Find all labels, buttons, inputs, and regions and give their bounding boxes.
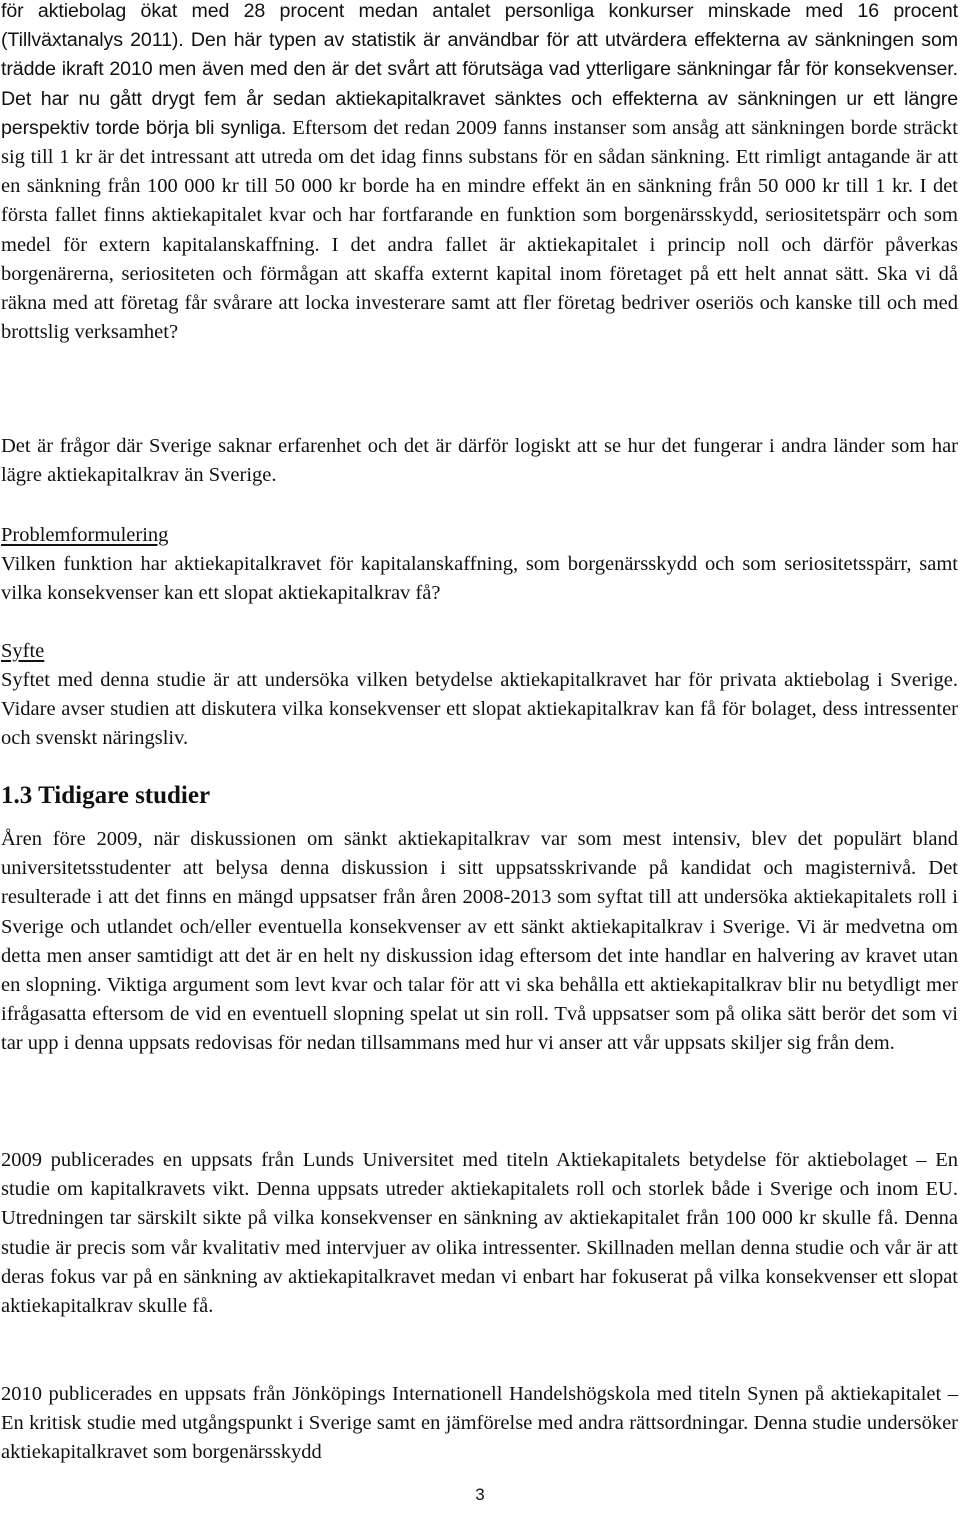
paragraph-statistics-serif-run: Eftersom det redan 2009 fanns instanser som ansåg att sänkningen borde sträckt sig till 1 kr är det intressant att utreda om det idag finns substans för en sådan sänkning. Ett rimligt antagande är att en sänkning från 100 000 kr till 50 000 kr borde ha en mindre effekt än en sänkning från 50 000 kr till 1 kr. I det första fallet finns aktiekapitalet kvar och har fortfarande en funktion som borgenärsskydd, seriositetspärr och som medel för extern kapitalanskaffning. I det andra fallet är aktiekapitalet i princip noll och därför påverkas borgenärerna, seriositeten och förmågan att skaffa externt kapital inom företaget på ett helt annat sätt. Ska vi då räkna med att företag får svårare att locka investerare samt att fler företag bedriver oseriös och kanske till och med brottslig verksamhet?: [1, 116, 958, 344]
paragraph-lund-study: 2009 publicerades en uppsats från Lunds Universitet med titeln Aktiekapitalets betydelse för aktiebolaget – En studie om kapitalkravets vikt. Denna uppsats utreder aktiekapitalets roll och storlek både i Sverige och inom EU. Utredningen tar särskilt sikte på vilka konsekvenser en sänkning av aktiekapitalet från 100 000 kr skulle få. Denna studie är precis som vår kvalitativ med intervjuer av olika intressenter. Skillnaden mellan denna studie och vår är att deras fokus var på en sänkning av aktiekapitalkravet medan vi enbart har fokuserat på vilka konsekvenser ett slopat aktiekapitalkrav skulle få.: [1, 1149, 958, 1318]
section-heading: [1, 780, 210, 812]
paragraph-tidigare-intro: Åren före 2009, när diskussionen om sänkt aktiekapitalkrav var som mest intensiv, blev det populärt bland universitetsstudenter att belysa denna diskussion i sitt uppsatsskrivande på kandidat och magisternivå. Det resulterade i att det finns en mängd uppsatser från åren 2008-2013 som syftat till att undersöka aktiekapitalets roll i Sverige och utlandet och/eller eventuella konsekvenser av ett sänkt aktiekapitalkrav i Sverige. Vi är medvetna om detta men anser samtidigt att det är en helt ny diskussion idag eftersom det inte handlar en halvering av kravet utan en slopning. Viktiga argument som levt kvar och talar för att vi ska behålla ett aktiekapitalkrav blir nu betydligt mer ifrågasatta eftersom de vid en eventuell slopning spelat ut sin roll. Två uppsatser som på olika sätt berör det som vi tar upp i denna uppsats redovisas för nedan tillsammans med hur vi anser att vår uppsats skiljer sig från dem.: [1, 828, 958, 1055]
paragraph-problem: Vilken funktion har aktiekapitalkravet för kapitalanskaffning, som borgenärsskydd och som seriositetsspärr, samt vilka konsekvenser kan ett slopat aktiekapitalkrav få?: [1, 553, 958, 605]
section-number: 1.3: [1, 782, 33, 809]
heading-syfte: Syfte: [1, 640, 45, 662]
paragraph-statistics-sans-run: för aktiebolag ökat med 28 procent medan antalet personliga konkurser minskade med 16 procent (Tillväxtanalys 2011). Den här typen av statistik är användbar för att utvärdera effekterna av sänkningen som trädde ikraft 2010 men även med den är det svårt att förutsäga vad ytterligare sänkningar får för konsekvenser. Det har nu gått drygt fem år sedan aktiekapitalkravet sänktes och effekterna av sänkningen ur ett längre perspektiv torde börja bli synliga.: [1, 0, 958, 139]
heading-problemformulering: Problemformulering: [1, 524, 169, 546]
paragraph-syfte: Syftet med denna studie är att undersöka vilken betydelse aktiekapitalkravet har för privata aktiebolag i Sverige. Vidare avser studien att diskutera vilka konsekvenser ett slopat aktiekapitalkrav kan få för bolaget, dess intressenter och svenskt näringsliv.: [1, 669, 958, 750]
paragraph-statistics: [1, 0, 958, 347]
paragraph-jonkoping-study: 2010 publicerades en uppsats från Jönköpings Internationell Handelshögskola med titeln Synen på aktiekapitalet – En kritisk studie med utgångspunkt i Sverige samt en jämförelse med andra rättsordningar. Denna studie undersöker aktiekapitalkravet som borgenärsskydd: [1, 1383, 958, 1464]
section-title: Tidigare studier: [38, 782, 211, 809]
paragraph-questions: Det är frågor där Sverige saknar erfarenhet och det är därför logiskt att se hur det fungerar i andra länder som har lägre aktiekapitalkrav än Sverige.: [1, 435, 958, 487]
page-number: 3: [475, 1485, 485, 1504]
